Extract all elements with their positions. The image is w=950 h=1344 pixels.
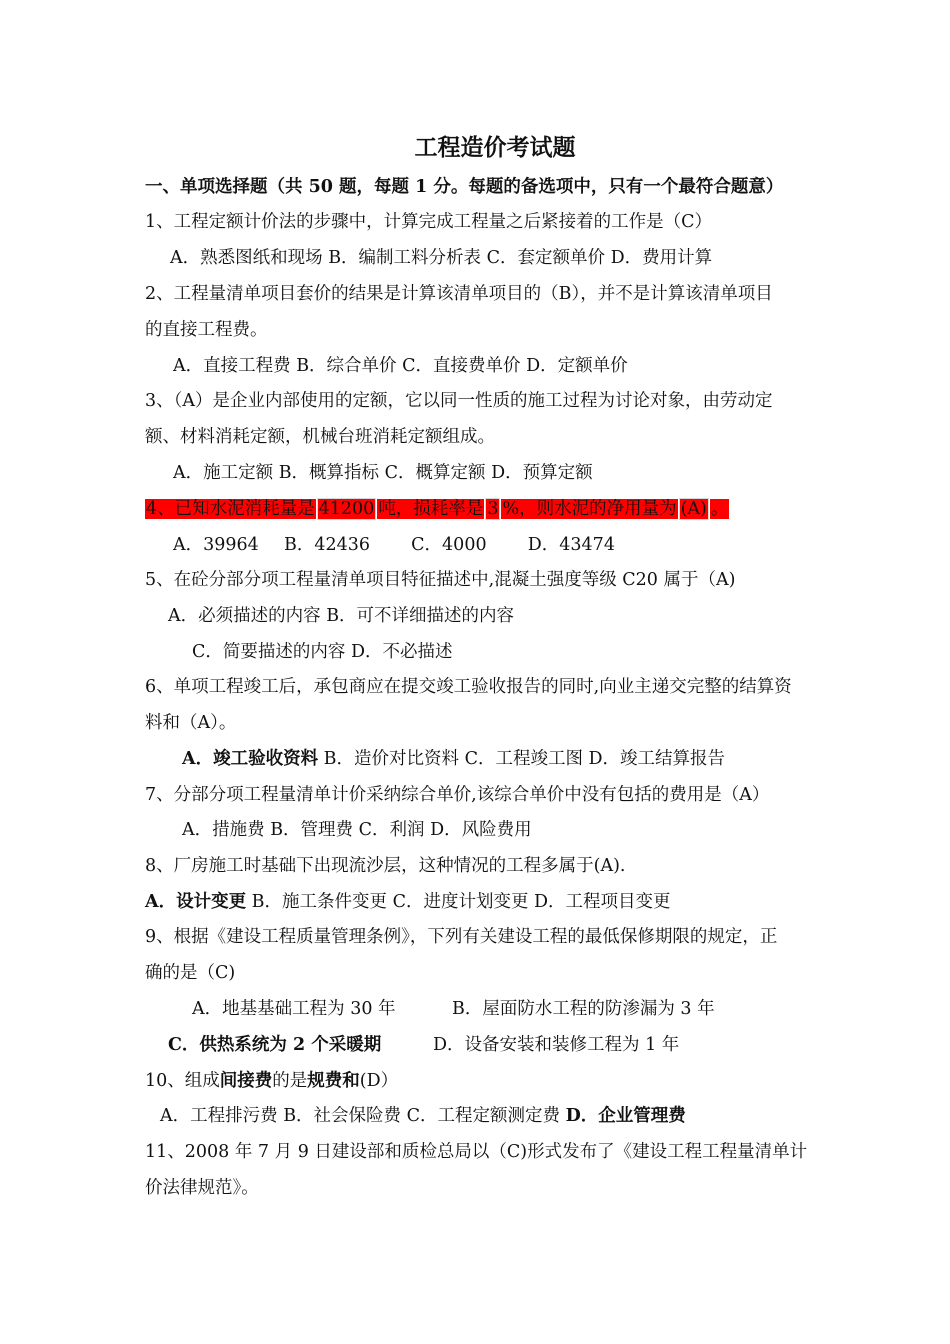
question-10-answer: (D） (359, 1071, 399, 1091)
question-4-text-part3: 吨，损耗率是 (378, 499, 484, 519)
question-11-stem-line2: 价法律规范》。 (145, 1178, 259, 1198)
question-5-stem: 5、在砼分部分项工程量清单项目特征描述中,混凝土强度等级 C20 属于（A) (145, 570, 736, 590)
question-5-options-line1: A．必须描述的内容 B．可不详细描述的内容 (168, 606, 515, 626)
question-4-options (173, 533, 615, 557)
question-4-text-part1: 4、已知水泥消耗量是 (146, 499, 315, 519)
question-6-options (182, 747, 725, 771)
question-4-text-part7: 。 (710, 499, 729, 519)
question-2-options: A．直接工程费 B．综合单价 C．直接费单价 D．定额单价 (173, 356, 628, 376)
question-5-options-line2: C．简要描述的内容 D．不必描述 (192, 642, 453, 662)
question-9-option-d: D．设备安装和装修工程为 1 年 (433, 1035, 680, 1055)
question-4-value-rate: 3 (487, 499, 499, 519)
question-2-stem-line2: 的直接工程费。 (145, 320, 268, 340)
question-4-value-consumption: 41200 (318, 499, 375, 519)
question-1-stem: 1、工程定额计价法的步骤中，计算完成工程量之后紧接着的工作是（C） (145, 212, 713, 232)
question-4-option-b: B．42436 (283, 535, 370, 555)
question-4-stem (145, 497, 729, 521)
question-10-text-part1: 10、组成 (145, 1071, 220, 1091)
question-10-option-d: D．企业管理费 (565, 1106, 686, 1126)
question-10-stem (145, 1069, 398, 1093)
question-3-stem-line1: 3、（A）是企业内部使用的定额，它以同一性质的施工过程为讨论对象，由劳动定 (145, 391, 773, 411)
question-7-options: A．措施费 B．管理费 C．利润 D．风险费用 (182, 820, 532, 840)
question-4-text-part5: %，则水泥的净用量为 (502, 499, 677, 519)
question-9-option-a: A．地基基础工程为 30 年 (192, 999, 396, 1019)
question-9-option-b: B．屋面防水工程的防渗漏为 3 年 (452, 999, 715, 1019)
question-3-stem-line2: 额、材料消耗定额，机械台班消耗定额组成。 (145, 427, 495, 447)
question-4-option-c: C．4000 (411, 535, 487, 555)
question-6-options-rest: B．造价对比资料 C．工程竣工图 D．竣工结算报告 (318, 749, 726, 769)
question-4-option-a: A．39964 (173, 535, 259, 555)
question-10-term-indirect: 间接费 (219, 1071, 273, 1091)
section-heading: 一、单项选择题（共 50 题，每题 1 分。每题的备选项中，只有一个最符合题意） (145, 177, 784, 197)
question-2-stem-line1: 2、工程量清单项目套价的结果是计算该清单项目的（B），并不是计算该清单项目 (145, 284, 773, 304)
question-4-answer: (A) (680, 499, 707, 519)
question-8-options-rest: B．施工条件变更 C．进度计划变更 D．工程项目变更 (246, 892, 671, 912)
question-10-term-fees: 规费和 (307, 1071, 360, 1091)
page-title: 工程造价考试题 (414, 134, 576, 161)
question-6-stem-line2: 料和（A）。 (145, 713, 237, 733)
question-6-stem-line1: 6、单项工程竣工后，承包商应在提交竣工验收报告的同时,向业主递交完整的结算资 (145, 677, 792, 697)
question-10-options (160, 1104, 686, 1128)
question-8-options (145, 890, 671, 914)
question-6-option-a: A．竣工验收资料 (182, 749, 319, 769)
question-8-stem: 8、厂房施工时基础下出现流沙层，这种情况的工程多属于(A). (145, 856, 626, 876)
question-10-text-part3: 的是 (272, 1071, 308, 1091)
question-9-option-c: C．供热系统为 2 个采暖期 (168, 1035, 382, 1055)
question-7-stem: 7、分部分项工程量清单计价采纳综合单价,该综合单价中没有包括的费用是（A） (145, 785, 770, 805)
question-9-stem-line1: 9、根据《建设工程质量管理条例》，下列有关建设工程的最低保修期限的规定，正 (145, 927, 778, 947)
question-3-options: A．施工定额 B．概算指标 C．概算定额 D．预算定额 (173, 463, 593, 483)
question-1-options: A．熟悉图纸和现场 B．编制工料分析表 C．套定额单价 D．费用计算 (170, 248, 713, 268)
question-8-option-a: A．设计变更 (145, 892, 247, 912)
question-9-stem-line2: 确的是（C) (145, 963, 236, 983)
question-10-options-rest: A．工程排污费 B．社会保险费 C．工程定额测定费 (160, 1106, 566, 1126)
question-4-option-d: D．43474 (527, 535, 615, 555)
question-11-stem-line1: 11、2008 年 7 月 9 日建设部和质检总局以（C)形式发布了《建设工程工程量清单计 (145, 1142, 808, 1162)
